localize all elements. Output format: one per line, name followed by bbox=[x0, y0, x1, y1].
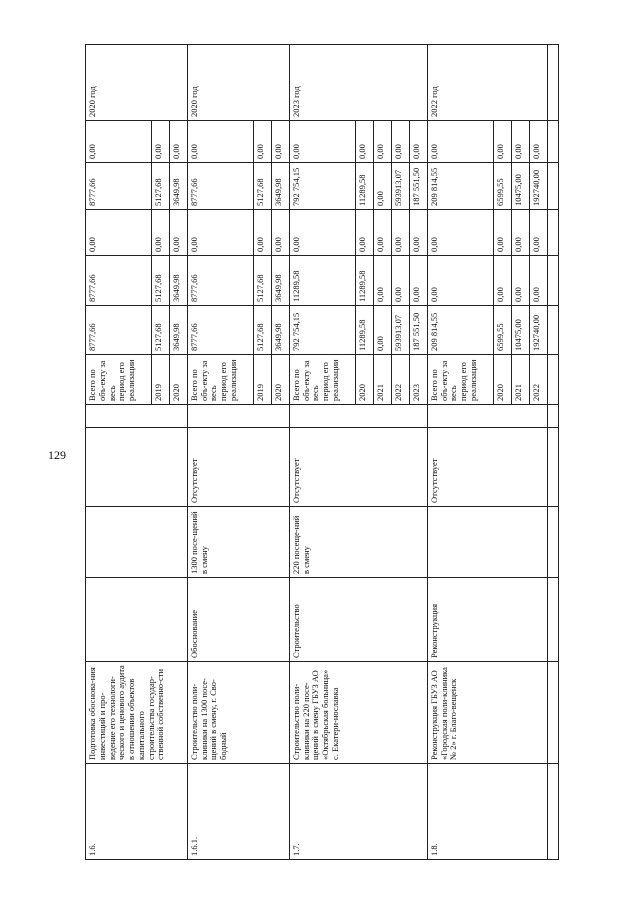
amount-cell: 0,00 bbox=[391, 121, 409, 163]
capacity: 1300 посе-щений в смену bbox=[187, 507, 289, 578]
activity-type: Реконструкция bbox=[427, 578, 547, 662]
amount-cell: 0,00 bbox=[529, 121, 547, 163]
amount-cell: 0,00 bbox=[511, 210, 529, 256]
amount-cell: 6599,55 bbox=[493, 306, 511, 355]
amount-cell: 593913,07 bbox=[391, 163, 409, 210]
amount-cell: 0,00 bbox=[187, 210, 253, 256]
year-label: 2021 bbox=[511, 355, 529, 405]
amount-cell: 192740,00 bbox=[529, 163, 547, 210]
amount-cell: 593913,07 bbox=[391, 306, 409, 355]
amount-cell: 0,00 bbox=[529, 256, 547, 306]
year-label: 2021 bbox=[373, 355, 391, 405]
amount-cell: 0,00 bbox=[493, 121, 511, 163]
table-row bbox=[86, 45, 152, 860]
empty-cell bbox=[548, 163, 559, 210]
amount-cell: 192740,00 bbox=[529, 306, 547, 355]
period-label: Всего по объ-екту за весь период его реализации bbox=[187, 355, 253, 405]
amount-cell: 0,00 bbox=[373, 121, 391, 163]
amount-cell: 0,00 bbox=[253, 121, 271, 163]
activity-type bbox=[86, 578, 188, 662]
amount-cell: 8777,66 bbox=[86, 256, 152, 306]
amount-cell: 5127,68 bbox=[151, 163, 169, 210]
amount-cell: 8777,66 bbox=[86, 163, 152, 210]
amount-cell: 10475,00 bbox=[511, 306, 529, 355]
amount-cell: 11289,58 bbox=[289, 256, 355, 306]
amount-cell: 0,00 bbox=[427, 121, 493, 163]
table-row bbox=[289, 45, 355, 860]
period-label: Всего по объ-екту за весь период его реализации bbox=[289, 355, 355, 405]
amount-cell: 0,00 bbox=[529, 210, 547, 256]
year-label: 2022 bbox=[529, 355, 547, 405]
amount-cell: 3649,98 bbox=[169, 306, 187, 355]
amount-cell: 0,00 bbox=[151, 121, 169, 163]
deadline: 2022 год bbox=[427, 45, 547, 121]
amount-cell: 0,00 bbox=[151, 210, 169, 256]
empty-cell bbox=[548, 256, 559, 306]
amount-cell: 792 754,15 bbox=[289, 163, 355, 210]
object-name: Строительство поли-клиники на 220 посе-щений в смену ГБУЗ АО «Октябрьская больница» с. Екатери-нославка bbox=[289, 662, 427, 764]
amount-cell: 3649,98 bbox=[271, 256, 289, 306]
amount-cell: 8777,66 bbox=[86, 306, 152, 355]
amount-cell: 0,00 bbox=[355, 121, 373, 163]
table-body bbox=[86, 45, 559, 860]
amount-cell: 8777,66 bbox=[187, 163, 253, 210]
amount-cell: 5127,68 bbox=[151, 256, 169, 306]
amount-cell: 8777,66 bbox=[187, 306, 253, 355]
amount-cell: 0,00 bbox=[373, 163, 391, 210]
table-row bbox=[187, 45, 253, 860]
object-name: Реконструкция ГБУЗ АО «Городская поли-клиника № 2» г. Благо-вещенск bbox=[427, 662, 547, 764]
amount-cell: 187 551,50 bbox=[409, 306, 427, 355]
year-label: 2020 bbox=[493, 355, 511, 405]
empty-cell bbox=[548, 764, 559, 860]
empty-cell bbox=[548, 121, 559, 163]
amount-cell: 3649,98 bbox=[271, 306, 289, 355]
empty-cell bbox=[548, 428, 559, 507]
capacity: 220 посеще-ний в смену bbox=[289, 507, 427, 578]
empty-cell bbox=[289, 405, 427, 428]
amount-cell: 5127,68 bbox=[151, 306, 169, 355]
capacity bbox=[86, 507, 188, 578]
deadline: 2020 год bbox=[187, 45, 289, 121]
empty-cell bbox=[548, 210, 559, 256]
amount-cell: 792 754,15 bbox=[289, 306, 355, 355]
amount-cell: 0,00 bbox=[271, 121, 289, 163]
period-label: Всего по объ-екту за весь период его реализации bbox=[427, 355, 493, 405]
object-name: Подготовка обоснова-ния инвестиций и про-ведение его технологи-ческого и ценового аудита в отношении объектов капитального строительства государ-ственной собственно-сти bbox=[86, 662, 188, 764]
amount-cell: 0,00 bbox=[86, 121, 152, 163]
year-label: 2020 bbox=[169, 355, 187, 405]
amount-cell: 0,00 bbox=[289, 121, 355, 163]
amount-cell: 11289,58 bbox=[355, 306, 373, 355]
amount-cell: 187 551,50 bbox=[409, 163, 427, 210]
deadline: 2023 год bbox=[289, 45, 427, 121]
amount-cell: 5127,68 bbox=[253, 306, 271, 355]
deadline: 2020 год bbox=[86, 45, 188, 121]
empty-cell bbox=[548, 507, 559, 578]
empty-cell bbox=[548, 405, 559, 428]
design-documentation: Отсутствует bbox=[289, 428, 427, 507]
year-label: 2023 bbox=[409, 355, 427, 405]
amount-cell: 0,00 bbox=[271, 210, 289, 256]
amount-cell: 0,00 bbox=[289, 210, 355, 256]
amount-cell: 0,00 bbox=[391, 210, 409, 256]
amount-cell: 0,00 bbox=[427, 210, 493, 256]
table-row bbox=[427, 45, 493, 860]
amount-cell: 0,00 bbox=[86, 210, 152, 256]
amount-cell: 209 814,55 bbox=[427, 163, 493, 210]
amount-cell: 11289,58 bbox=[355, 163, 373, 210]
page-number: 129 bbox=[48, 448, 66, 462]
amount-cell: 8777,66 bbox=[187, 256, 253, 306]
amount-cell: 0,00 bbox=[169, 210, 187, 256]
amount-cell: 0,00 bbox=[373, 256, 391, 306]
blank-row bbox=[548, 45, 559, 860]
design-documentation: Отсутствует bbox=[427, 428, 547, 507]
year-label: 2020 bbox=[355, 355, 373, 405]
row-number: 1.6.1. bbox=[187, 764, 289, 860]
amount-cell: 0,00 bbox=[391, 256, 409, 306]
amount-cell: 0,00 bbox=[493, 256, 511, 306]
amount-cell: 0,00 bbox=[409, 210, 427, 256]
amount-cell: 0,00 bbox=[187, 121, 253, 163]
amount-cell: 3649,98 bbox=[271, 163, 289, 210]
amount-cell: 0,00 bbox=[409, 121, 427, 163]
amount-cell: 0,00 bbox=[355, 210, 373, 256]
amount-cell: 3649,98 bbox=[169, 256, 187, 306]
year-label: 2019 bbox=[253, 355, 271, 405]
activity-type: Строительство bbox=[289, 578, 427, 662]
investment-table bbox=[85, 44, 559, 860]
amount-cell: 0,00 bbox=[373, 306, 391, 355]
amount-cell: 0,00 bbox=[373, 210, 391, 256]
empty-cell bbox=[187, 405, 289, 428]
amount-cell: 5127,68 bbox=[253, 163, 271, 210]
year-label: 2020 bbox=[271, 355, 289, 405]
amount-cell: 0,00 bbox=[511, 121, 529, 163]
amount-cell: 209 814,55 bbox=[427, 306, 493, 355]
rotated-table-container bbox=[85, 45, 559, 860]
year-label: 2019 bbox=[151, 355, 169, 405]
capacity bbox=[427, 507, 547, 578]
year-label: 2022 bbox=[391, 355, 409, 405]
empty-cell bbox=[86, 405, 188, 428]
amount-cell: 6599,55 bbox=[493, 163, 511, 210]
empty-cell bbox=[427, 405, 547, 428]
design-documentation: Отсутствует bbox=[187, 428, 289, 507]
empty-cell bbox=[548, 45, 559, 121]
period-label: Всего по объ-екту за весь период его реализации bbox=[86, 355, 152, 405]
amount-cell: 3649,98 bbox=[169, 163, 187, 210]
activity-type: Обоснование bbox=[187, 578, 289, 662]
design-documentation bbox=[86, 428, 188, 507]
amount-cell: 0,00 bbox=[409, 256, 427, 306]
amount-cell: 5127,68 bbox=[253, 256, 271, 306]
amount-cell: 0,00 bbox=[253, 210, 271, 256]
empty-cell bbox=[548, 662, 559, 764]
empty-cell bbox=[548, 355, 559, 405]
empty-cell bbox=[548, 578, 559, 662]
amount-cell: 0,00 bbox=[169, 121, 187, 163]
amount-cell: 0,00 bbox=[511, 256, 529, 306]
row-number: 1.6. bbox=[86, 764, 188, 860]
amount-cell: 0,00 bbox=[493, 210, 511, 256]
amount-cell: 11289,58 bbox=[355, 256, 373, 306]
row-number: 1.8. bbox=[427, 764, 547, 860]
amount-cell: 0,00 bbox=[427, 256, 493, 306]
row-number: 1.7. bbox=[289, 764, 427, 860]
object-name: Строительство поли-клиники на 1300 посе-щений в смену, г. Сво-бодный bbox=[187, 662, 289, 764]
amount-cell: 10475,00 bbox=[511, 163, 529, 210]
empty-cell bbox=[548, 306, 559, 355]
